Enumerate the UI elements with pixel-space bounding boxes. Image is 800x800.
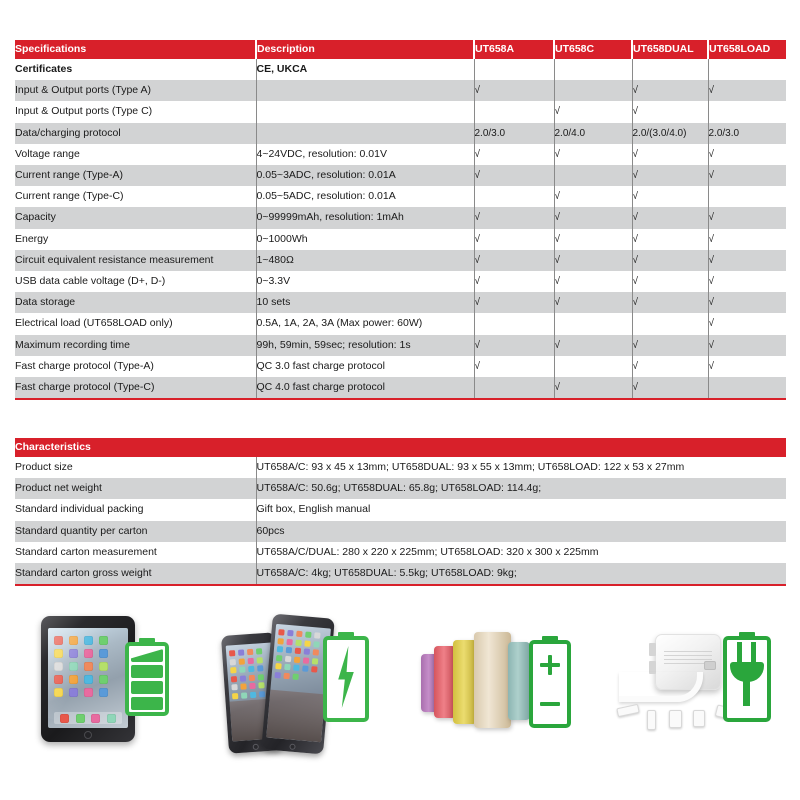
app-icon xyxy=(257,674,263,680)
model-dual-cell: √ xyxy=(632,229,708,250)
app-icon xyxy=(275,663,282,670)
app-icon xyxy=(293,665,300,672)
characteristics-table-block xyxy=(15,438,786,586)
model-load-cell: √ xyxy=(708,292,786,313)
specification-description-cell: 0~99999mAh, resolution: 1mAh xyxy=(256,207,474,228)
table-row xyxy=(15,101,786,122)
model-dual-cell xyxy=(632,313,708,334)
model-a-cell: √ xyxy=(474,80,554,101)
model-c-cell: √ xyxy=(554,229,632,250)
specification-description-cell: 0.05~3ADC, resolution: 0.01A xyxy=(256,165,474,186)
table-row xyxy=(15,356,786,377)
wall-charger-photo xyxy=(603,600,786,785)
app-icon xyxy=(305,631,312,638)
model-dual-cell: √ xyxy=(632,80,708,101)
app-icon xyxy=(238,658,244,664)
specification-name-cell: Electrical load (UT658LOAD only) xyxy=(15,313,256,334)
characteristic-value-cell: UT658A/C: 4kg; UT658DUAL: 5.5kg; UT658LOAD: 9kg; xyxy=(256,563,786,584)
characteristic-value-cell: Gift box, English manual xyxy=(256,499,786,520)
model-load-cell xyxy=(708,186,786,207)
model-c-cell xyxy=(554,356,632,377)
model-c-cell: √ xyxy=(554,250,632,271)
app-icon xyxy=(249,683,255,689)
model-c-cell: 2.0/4.0 xyxy=(554,123,632,144)
specification-description-cell: 99h, 59min, 59sec; resolution: 1s xyxy=(256,335,474,356)
power-bank-teal-icon xyxy=(508,642,530,720)
specification-description-cell xyxy=(256,80,474,101)
table-row xyxy=(15,499,786,520)
app-icon xyxy=(258,691,264,697)
model-c-cell: √ xyxy=(554,335,632,356)
characteristic-name-cell: Standard carton gross weight xyxy=(15,563,256,584)
specification-name-cell: Fast charge protocol (Type-A) xyxy=(15,356,256,377)
table-row xyxy=(15,186,786,207)
app-icon xyxy=(296,631,303,638)
model-a-cell xyxy=(474,59,554,80)
model-dual-cell: √ xyxy=(632,165,708,186)
table-row xyxy=(15,271,786,292)
model-dual-cell: √ xyxy=(632,144,708,165)
characteristic-name-cell: Standard individual packing xyxy=(15,499,256,520)
model-dual-cell: √ xyxy=(632,356,708,377)
app-icon xyxy=(256,657,262,663)
table-row xyxy=(15,292,786,313)
specification-name-cell: Capacity xyxy=(15,207,256,228)
app-icon xyxy=(285,647,292,654)
model-dual-cell: √ xyxy=(632,377,708,398)
app-icon xyxy=(257,665,263,671)
model-load-cell: √ xyxy=(708,271,786,292)
app-icon xyxy=(313,641,320,648)
app-icon xyxy=(314,632,321,639)
app-icon xyxy=(284,655,291,662)
app-icon xyxy=(292,673,299,680)
table-row xyxy=(15,250,786,271)
model-c-cell xyxy=(554,165,632,186)
model-c-cell: √ xyxy=(554,186,632,207)
model-dual-cell xyxy=(632,59,708,80)
specifications-header-cell: UT658A xyxy=(474,40,554,59)
model-a-cell: √ xyxy=(474,144,554,165)
app-icon xyxy=(286,638,293,645)
specification-name-cell: Fast charge protocol (Type-C) xyxy=(15,377,256,398)
model-load-cell: √ xyxy=(708,207,786,228)
table-row xyxy=(15,563,786,584)
model-a-cell xyxy=(474,101,554,122)
model-load-cell: √ xyxy=(708,313,786,334)
app-icon xyxy=(248,674,254,680)
cable-tip-30pin-icon xyxy=(616,704,639,717)
model-load-cell: √ xyxy=(708,80,786,101)
specification-name-cell: Maximum recording time xyxy=(15,335,256,356)
characteristic-name-cell: Product size xyxy=(15,457,256,478)
specification-name-cell: Energy xyxy=(15,229,256,250)
specification-description-cell xyxy=(256,123,474,144)
table-row xyxy=(15,207,786,228)
table-row xyxy=(15,542,786,563)
app-icon xyxy=(231,684,237,690)
model-c-cell: √ xyxy=(554,292,632,313)
specification-description-cell: 1~480Ω xyxy=(256,250,474,271)
model-load-cell: √ xyxy=(708,250,786,271)
model-a-cell: √ xyxy=(474,207,554,228)
model-c-cell: √ xyxy=(554,207,632,228)
app-icon xyxy=(274,671,281,678)
model-dual-cell: 2.0/(3.0/4.0) xyxy=(632,123,708,144)
specification-name-cell: Input & Output ports (Type C) xyxy=(15,101,256,122)
model-c-cell xyxy=(554,59,632,80)
app-icon xyxy=(239,666,245,672)
specification-description-cell: 4~24VDC, resolution: 0.01V xyxy=(256,144,474,165)
charging-cable-icon xyxy=(619,672,703,702)
model-a-cell: √ xyxy=(474,165,554,186)
table-row xyxy=(15,335,786,356)
model-c-cell xyxy=(554,313,632,334)
model-load-cell: √ xyxy=(708,335,786,356)
specification-description-cell: 0~1000Wh xyxy=(256,229,474,250)
app-icon xyxy=(312,649,319,656)
model-load-cell xyxy=(708,101,786,122)
tablet-charging-photo xyxy=(15,600,195,785)
model-a-cell: √ xyxy=(474,271,554,292)
table-row xyxy=(15,165,786,186)
specifications-header-cell: UT658C xyxy=(554,40,632,59)
model-a-cell: √ xyxy=(474,229,554,250)
specification-name-cell: Data storage xyxy=(15,292,256,313)
specification-description-cell: 0.5A, 1A, 2A, 3A (Max power: 60W) xyxy=(256,313,474,334)
power-bank-gold-icon xyxy=(474,632,511,728)
specification-name-cell: Input & Output ports (Type A) xyxy=(15,80,256,101)
app-icon xyxy=(275,654,282,661)
app-icon xyxy=(276,646,283,653)
specifications-table-bottom-rule xyxy=(15,398,786,400)
model-c-cell xyxy=(554,80,632,101)
app-icon xyxy=(304,640,311,647)
app-icon xyxy=(303,648,310,655)
smartphones-charging-photo xyxy=(205,600,385,785)
table-row xyxy=(15,144,786,165)
specification-name-cell: Circuit equivalent resistance measurement xyxy=(15,250,256,271)
model-a-cell xyxy=(474,313,554,334)
table-row xyxy=(15,377,786,398)
specifications-header-cell: UT658LOAD xyxy=(708,40,786,59)
app-icon xyxy=(258,682,264,688)
table-row xyxy=(15,521,786,542)
model-a-cell: √ xyxy=(474,335,554,356)
model-dual-cell: √ xyxy=(632,250,708,271)
app-icon xyxy=(230,667,236,673)
specification-name-cell: Current range (Type-C) xyxy=(15,186,256,207)
characteristics-table xyxy=(15,438,786,584)
tablet-device-icon xyxy=(41,616,135,742)
specification-name-cell: Current range (Type-A) xyxy=(15,165,256,186)
specification-description-cell: QC 3.0 fast charge protocol xyxy=(256,356,474,377)
table-row xyxy=(15,229,786,250)
dock-app-icon xyxy=(107,714,116,723)
model-load-cell xyxy=(708,377,786,398)
model-dual-cell: √ xyxy=(632,292,708,313)
app-icon xyxy=(283,672,290,679)
characteristic-value-cell: 60pcs xyxy=(256,521,786,542)
battery-plug-icon xyxy=(723,632,771,722)
specifications-header-row xyxy=(15,40,786,59)
model-a-cell: √ xyxy=(474,292,554,313)
table-row xyxy=(15,59,786,80)
specification-description-cell: CE, UKCA xyxy=(256,59,474,80)
characteristic-value-cell: UT658A/C: 93 x 45 x 13mm; UT658DUAL: 93 x 55 x 13mm; UT658LOAD: 122 x 53 x 27mm xyxy=(256,457,786,478)
app-icon xyxy=(311,658,318,665)
model-dual-cell: √ xyxy=(632,335,708,356)
model-load-cell: √ xyxy=(708,165,786,186)
model-a-cell xyxy=(474,186,554,207)
characteristic-name-cell: Product net weight xyxy=(15,478,256,499)
model-dual-cell: √ xyxy=(632,101,708,122)
specification-name-cell: Data/charging protocol xyxy=(15,123,256,144)
app-icon xyxy=(249,691,255,697)
specifications-header-cell: Specifications xyxy=(15,40,256,59)
model-load-cell: 2.0/3.0 xyxy=(708,123,786,144)
table-row xyxy=(15,478,786,499)
app-icon xyxy=(228,650,234,656)
app-icon xyxy=(248,666,254,672)
app-icon xyxy=(293,656,300,663)
model-a-cell xyxy=(474,377,554,398)
model-load-cell xyxy=(708,59,786,80)
specification-description-cell xyxy=(256,101,474,122)
app-icon xyxy=(237,649,243,655)
characteristic-name-cell: Standard quantity per carton xyxy=(15,521,256,542)
table-row xyxy=(15,457,786,478)
cable-tip-micro-icon xyxy=(647,710,656,730)
table-row xyxy=(15,313,786,334)
app-icon xyxy=(302,657,309,664)
model-c-cell: √ xyxy=(554,101,632,122)
model-c-cell: √ xyxy=(554,377,632,398)
product-photo-strip xyxy=(15,600,786,795)
model-a-cell: √ xyxy=(474,250,554,271)
characteristic-value-cell: UT658A/C: 50.6g; UT658DUAL: 65.8g; UT658LOAD: 114.4g; xyxy=(256,478,786,499)
app-icon xyxy=(239,675,245,681)
characteristics-header-row xyxy=(15,438,786,457)
app-icon xyxy=(247,657,253,663)
app-icon xyxy=(284,664,291,671)
battery-charging-bolt-icon xyxy=(323,632,369,722)
app-icon xyxy=(302,665,309,672)
battery-polarity-icon xyxy=(529,636,571,728)
app-icon xyxy=(230,676,236,682)
model-a-cell: √ xyxy=(474,356,554,377)
app-icon xyxy=(240,683,246,689)
characteristics-table-bottom-rule xyxy=(15,584,786,586)
specification-name-cell: Certificates xyxy=(15,59,256,80)
app-icon xyxy=(287,630,294,637)
model-load-cell: √ xyxy=(708,229,786,250)
model-a-cell: 2.0/3.0 xyxy=(474,123,554,144)
model-load-cell: √ xyxy=(708,356,786,377)
battery-level-icon xyxy=(125,638,169,716)
app-icon xyxy=(278,629,285,636)
specification-description-cell: 10 sets xyxy=(256,292,474,313)
app-icon xyxy=(295,639,302,646)
specification-description-cell: 0~3.3V xyxy=(256,271,474,292)
specifications-header-cell: UT658DUAL xyxy=(632,40,708,59)
table-row xyxy=(15,123,786,144)
specifications-table xyxy=(15,40,786,398)
cable-tip-lightning-icon xyxy=(693,710,705,727)
characteristic-value-cell: UT658A/C/DUAL: 280 x 220 x 225mm; UT658LOAD: 320 x 300 x 225mm xyxy=(256,542,786,563)
app-icon xyxy=(294,648,301,655)
model-dual-cell: √ xyxy=(632,271,708,292)
specification-description-cell: 0.05~5ADC, resolution: 0.01A xyxy=(256,186,474,207)
specification-description-cell: QC 4.0 fast charge protocol xyxy=(256,377,474,398)
app-icon xyxy=(311,666,318,673)
specification-name-cell: USB data cable voltage (D+, D-) xyxy=(15,271,256,292)
table-row xyxy=(15,80,786,101)
app-icon xyxy=(229,659,235,665)
model-dual-cell: √ xyxy=(632,207,708,228)
app-icon xyxy=(246,649,252,655)
app-icon xyxy=(240,692,246,698)
app-icon xyxy=(231,693,237,699)
cable-tip-usb-icon xyxy=(669,710,682,728)
specification-name-cell: Voltage range xyxy=(15,144,256,165)
model-load-cell: √ xyxy=(708,144,786,165)
characteristic-name-cell: Standard carton measurement xyxy=(15,542,256,563)
specifications-table-block xyxy=(15,40,786,400)
model-c-cell: √ xyxy=(554,144,632,165)
characteristics-header-cell: Characteristics xyxy=(15,438,786,457)
power-banks-photo xyxy=(401,600,586,785)
specifications-header-cell: Description xyxy=(256,40,474,59)
app-icon xyxy=(255,648,261,654)
model-dual-cell: √ xyxy=(632,186,708,207)
app-icon xyxy=(277,638,284,645)
model-c-cell: √ xyxy=(554,271,632,292)
